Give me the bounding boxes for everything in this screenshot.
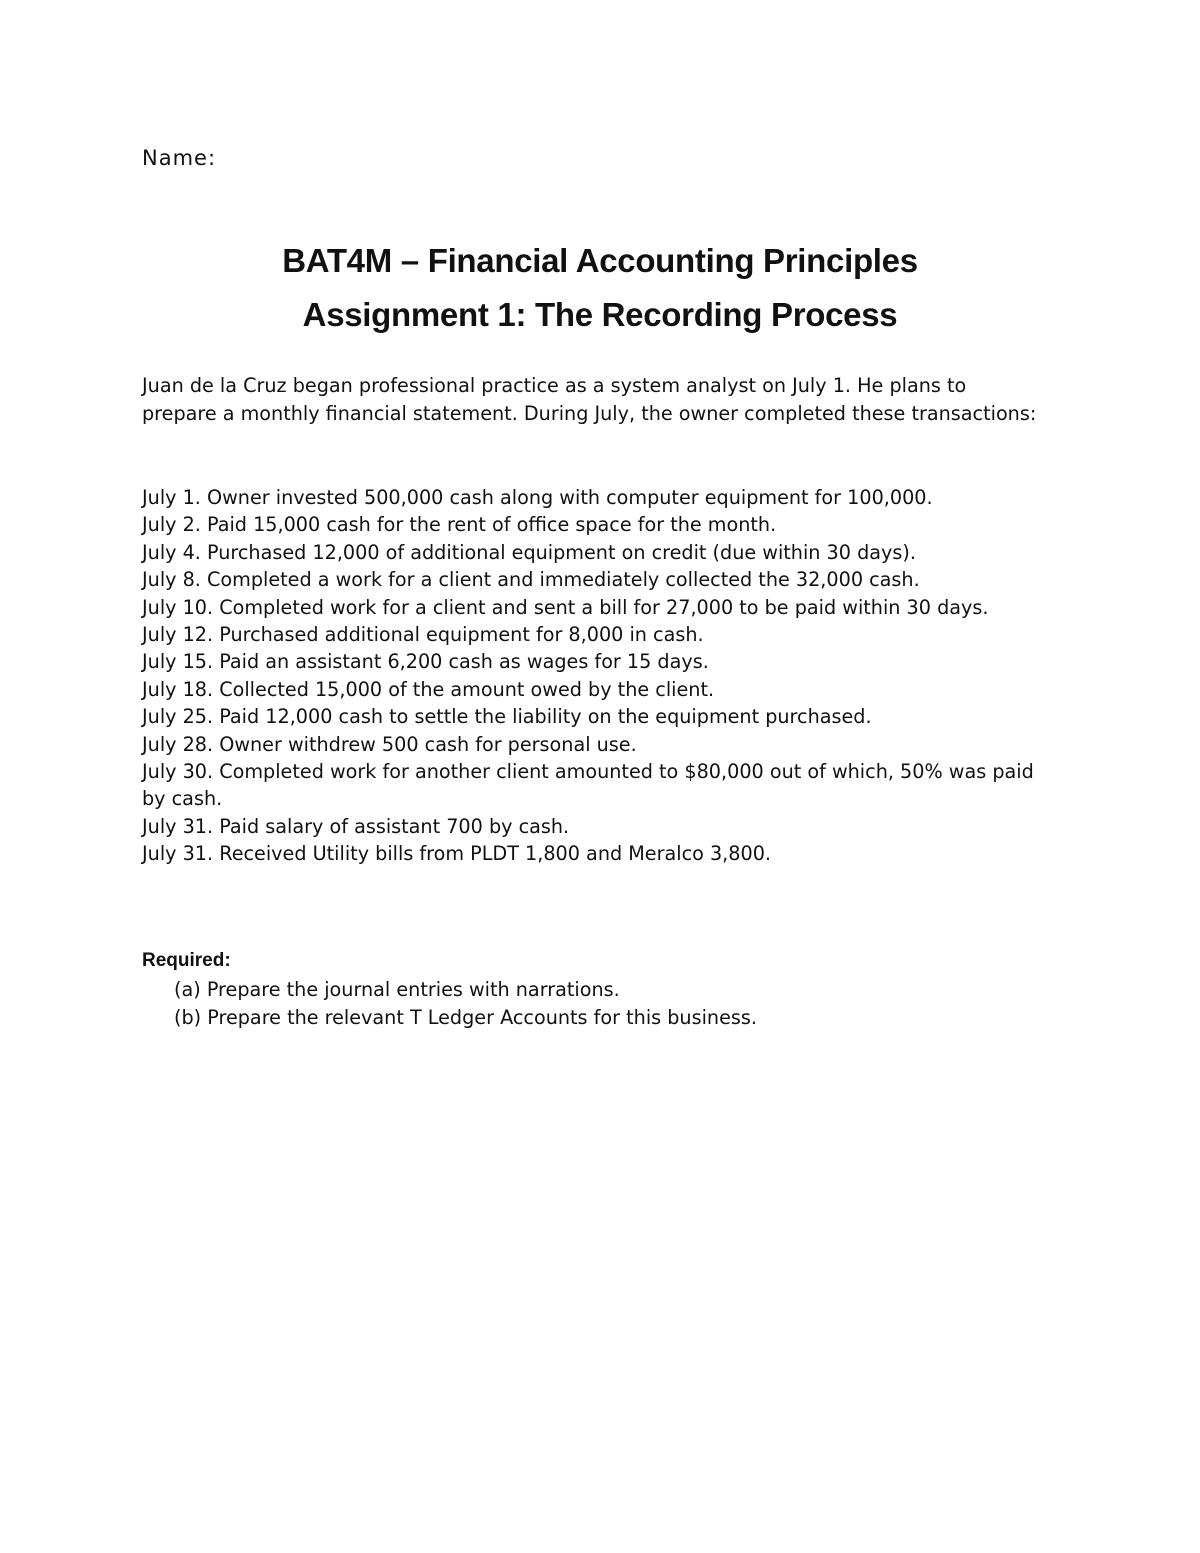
transaction-item: July 18. Collected 15,000 of the amount owed by the client. (142, 677, 715, 701)
transaction-item: July 4. Purchased 12,000 of additional equipment on credit (due within 30 days). (142, 540, 916, 564)
transaction-item: July 30. Completed work for another client amounted to $80,000 out of which, 50% was paid by cash. (142, 760, 1034, 811)
requirement-item: (b) Prepare the relevant T Ledger Accounts for this business. (174, 1006, 757, 1029)
assignment-title: Assignment 1: The Recording Process (302, 296, 898, 333)
requirements-list (174, 976, 757, 1032)
transaction-item: July 2. Paid 15,000 cash for the rent of office space for the month. (142, 513, 777, 537)
transaction-item: July 31. Received Utility bills from PLDT 1,800 and Meralco 3,800. (142, 842, 772, 866)
transaction-item: July 12. Purchased additional equipment for 8,000 in cash. (142, 623, 704, 647)
requirement-item: (a) Prepare the journal entries with narrations. (174, 978, 620, 1001)
transaction-item: July 8. Completed a work for a client and immediately collected the 32,000 cash. (142, 568, 920, 592)
name-label: Name: (142, 146, 217, 170)
transaction-item: July 31. Paid salary of assistant 700 by cash. (142, 814, 570, 838)
transaction-item: July 28. Owner withdrew 500 cash for personal use. (142, 732, 637, 756)
course-title: BAT4M – Financial Accounting Principles (282, 242, 918, 279)
transaction-item: July 15. Paid an assistant 6,200 cash as wages for 15 days. (142, 650, 709, 674)
intro-paragraph: Juan de la Cruz began professional practice as a system analyst on July 1. He plans to prepare a monthly financial statement. During July, the owner completed these transactions: (142, 374, 1037, 425)
transaction-item: July 25. Paid 12,000 cash to settle the liability on the equipment purchased. (142, 705, 872, 729)
required-heading: Required: (142, 950, 231, 971)
transaction-list (142, 484, 1062, 868)
transaction-item: July 1. Owner invested 500,000 cash along with computer equipment for 100,000. (142, 486, 933, 509)
transaction-item: July 10. Completed work for a client and sent a bill for 27,000 to be paid within 30 days. (142, 595, 989, 619)
